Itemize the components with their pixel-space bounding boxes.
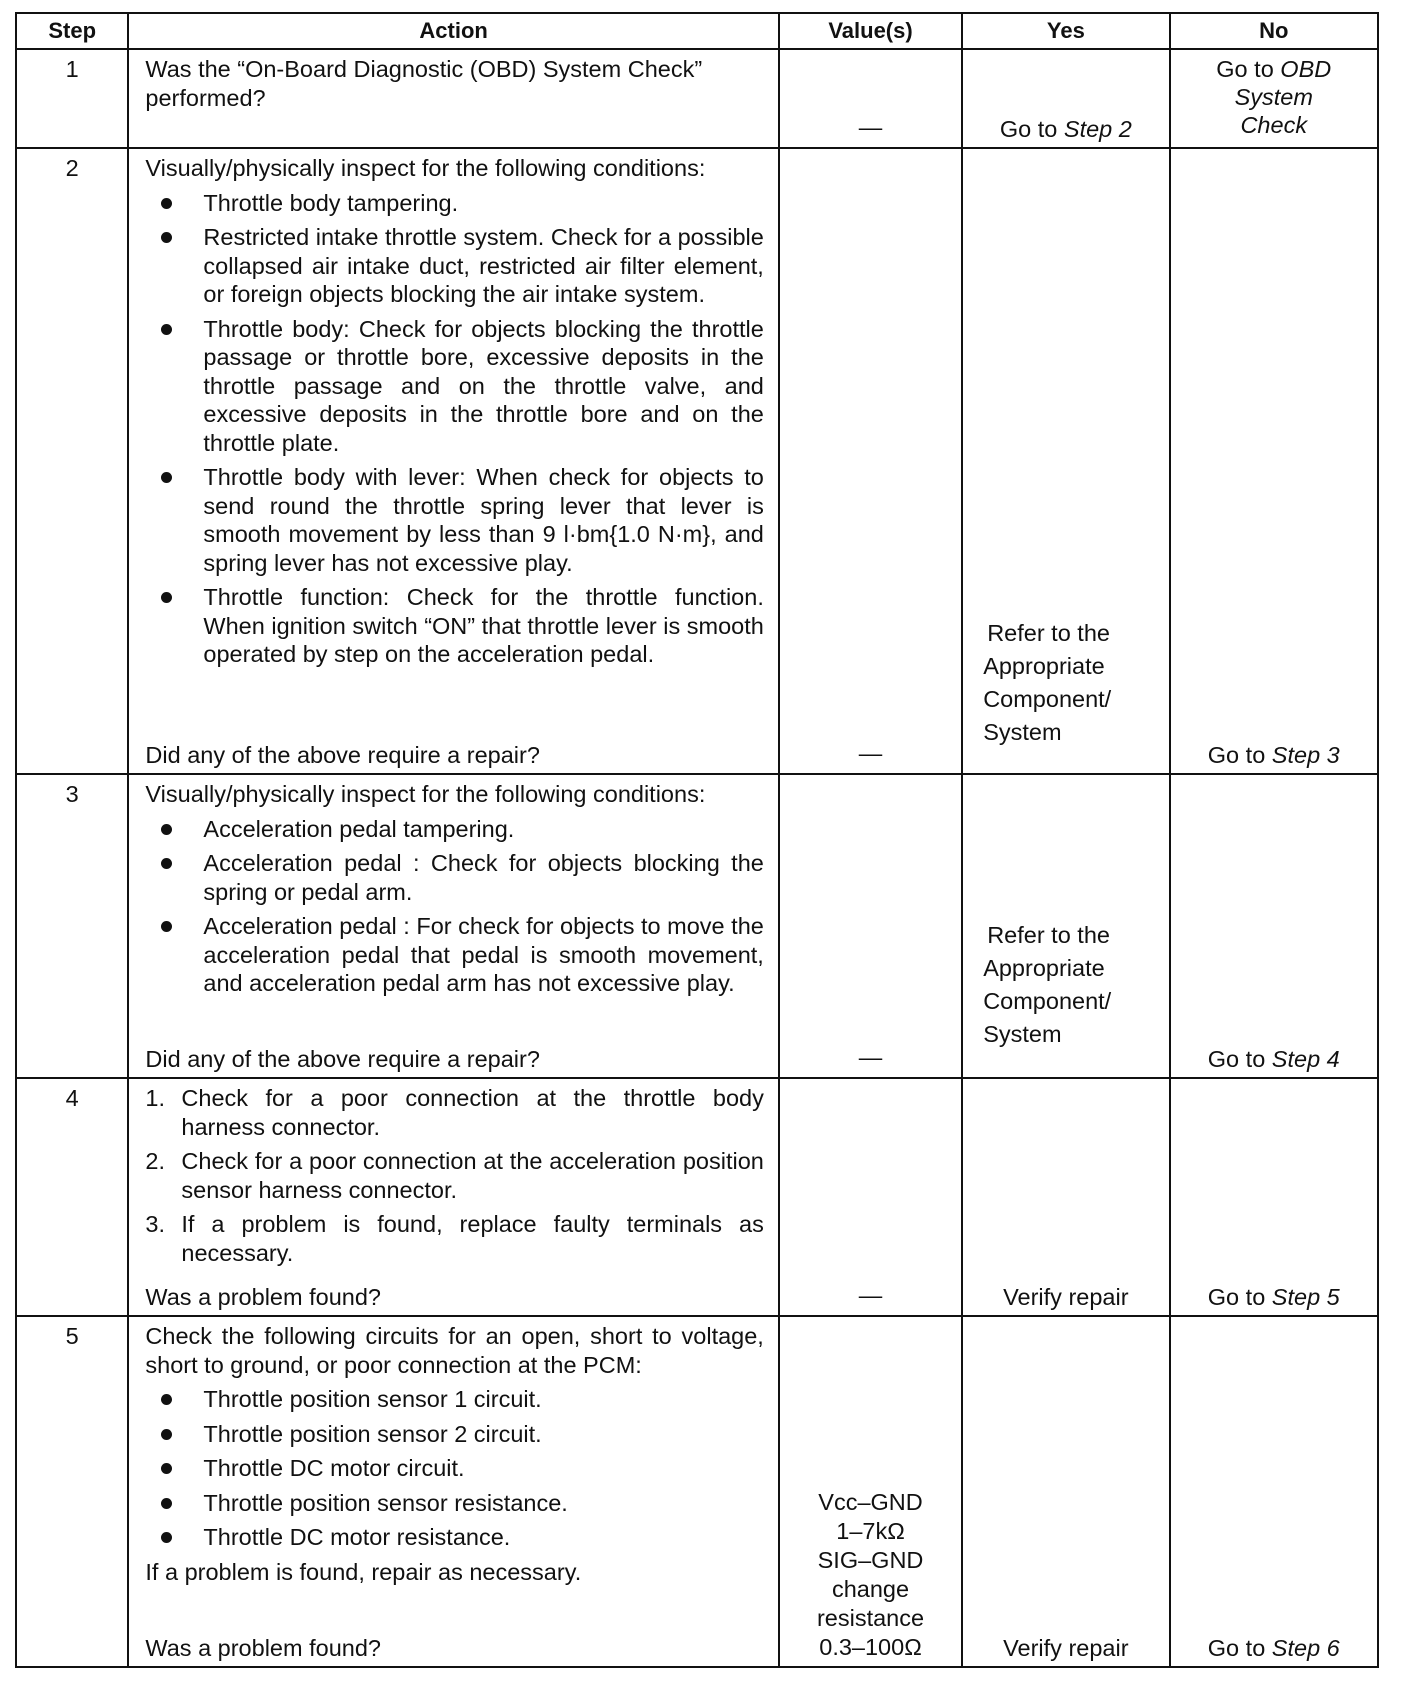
no-result: Go to Step 5 [1207,1283,1340,1310]
step-number: 1 [65,56,79,82]
value-text: — [858,739,883,766]
yes-cell [962,1078,1169,1316]
action-cell [128,49,778,148]
no-result: Go to Step 3 [1207,741,1340,768]
list-item: Throttle position sensor 1 circuit. [145,1385,763,1414]
bullet-icon [161,858,172,869]
step-link[interactable]: Step 6 [1271,1634,1340,1661]
action-cell [128,774,778,1078]
step-link[interactable]: Step 4 [1271,1045,1340,1072]
action-cell [128,1078,778,1316]
step-link[interactable]: Step 2 [1063,115,1132,142]
list-item: 3. If a problem is found, replace faulty terminals as necessary. [145,1211,764,1266]
table-row [16,49,1378,148]
bullet-icon [161,472,172,483]
yes-result: Verify repair [1003,1283,1129,1310]
table-row [16,1316,1378,1667]
value-cell [779,1316,962,1667]
header-action: Action [128,13,778,49]
header-yes: Yes [962,13,1169,49]
obd-check-link[interactable]: OBD [1280,56,1332,82]
action-cell [128,148,778,774]
no-cell [1170,49,1378,148]
list-item: Throttle function: Check for the throttle function. When ignition switch “ON” that throttle lever is smooth operated by step on the acceleration pedal. [145,583,763,669]
list-item: Acceleration pedal : Check for objects blocking the spring or pedal arm. [145,849,763,906]
value-cell [779,148,962,774]
list-item: Throttle DC motor circuit. [145,1454,763,1483]
bullet-icon [161,592,172,603]
no-cell [1170,1316,1378,1667]
list-item: 2. Check for a poor connection at the acceleration position sensor harness connector. [145,1148,764,1203]
bullet-icon [161,1394,172,1405]
bullet-icon [161,324,172,335]
yes-result: Refer to the Appropriate Component/ System [983,620,1112,745]
action-question: Did any of the above require a repair? [145,741,540,768]
list-item: Restricted intake throttle system. Check for a possible collapsed air intake duct, restricted air filter element, or foreign objects blocking the air intake system. [145,223,763,309]
action-question: Was a problem found? [145,1634,381,1661]
action-cell [128,1316,778,1667]
list-item: Throttle body tampering. [145,189,763,218]
list-item: Acceleration pedal tampering. [145,815,763,844]
bullet-list [145,189,763,669]
no-cell [1170,1078,1378,1316]
action-note: If a problem is found, repair as necessary. [145,1558,582,1585]
step-number: 2 [65,155,79,181]
bullet-icon [161,198,172,209]
yes-result: Go to Step 2 [999,115,1132,142]
step-link[interactable]: Step 5 [1271,1283,1340,1310]
numbered-list [145,1084,763,1267]
no-result: Go to Step 4 [1207,1045,1340,1072]
no-cell [1170,774,1378,1078]
bullet-icon [161,1498,172,1509]
action-question: Was a problem found? [145,1283,381,1310]
yes-cell [962,148,1169,774]
step-number: 4 [65,1085,79,1111]
diagnostic-table [15,12,1379,1668]
bullet-icon [161,1429,172,1440]
no-cell [1170,148,1378,774]
value-text: — [858,1281,883,1308]
header-values: Value(s) [779,13,962,49]
list-item: Throttle position sensor 2 circuit. [145,1420,763,1449]
list-item: Throttle DC motor resistance. [145,1523,763,1552]
no-result: Go to OBD System Check [1216,56,1332,138]
bullet-list [145,815,763,998]
bullet-icon [161,1463,172,1474]
step-cell [16,1316,128,1667]
step-number: 5 [65,1323,79,1349]
yes-result: Verify repair [1003,1634,1129,1661]
value-cell [779,49,962,148]
list-item: Throttle position sensor resistance. [145,1489,763,1518]
no-result: Go to Step 6 [1207,1634,1340,1661]
bullet-icon [161,1532,172,1543]
value-cell [779,774,962,1078]
step-cell [16,49,128,148]
value-cell [779,1078,962,1316]
list-item: Throttle body with lever: When check for objects to send round the throttle spring lever that lever is smooth movement by less than 9 l·bm{1.0 N·m}, and spring lever has not excessive play. [145,463,763,577]
value-list: Vcc–GND 1–7kΩ SIG–GND change resistance 0.3–100Ω [816,1489,925,1660]
table-row [16,1078,1378,1316]
bullet-list [145,1385,763,1552]
step-cell [16,774,128,1078]
action-intro: Visually/physically inspect for the following conditions: [145,781,706,807]
step-number: 3 [65,781,79,807]
value-text: — [858,113,883,140]
bullet-icon [161,824,172,835]
header-row [16,13,1378,49]
table-row [16,774,1378,1078]
yes-cell [962,49,1169,148]
yes-cell [962,1316,1169,1667]
list-item: Acceleration pedal : For check for objects to move the acceleration pedal that pedal is smooth movement, and acceleration pedal arm has not excessive play. [145,912,763,998]
bullet-icon [161,232,172,243]
step-cell [16,1078,128,1316]
yes-cell [962,774,1169,1078]
step-cell [16,148,128,774]
list-item: 1. Check for a poor connection at the throttle body harness connector. [145,1085,764,1140]
table-row [16,148,1378,774]
action-intro: Visually/physically inspect for the following conditions: [145,155,706,181]
action-intro: Check the following circuits for an open, short to voltage, short to ground, or poor connection at the PCM: [145,1323,764,1378]
value-text: — [858,1043,883,1070]
list-item: Throttle body: Check for objects blocking the throttle passage or throttle bore, excessive deposits in the throttle passage and on the throttle valve, and excessive deposits in the throttle bore and on the throttle plate. [145,315,763,458]
yes-result: Refer to the Appropriate Component/ System [983,922,1112,1047]
action-text: Was the “On-Board Diagnostic (OBD) System Check” performed? [145,56,703,111]
bullet-icon [161,921,172,932]
header-step: Step [16,13,128,49]
action-question: Did any of the above require a repair? [145,1045,540,1072]
header-no: No [1170,13,1378,49]
step-link[interactable]: Step 3 [1271,741,1340,768]
